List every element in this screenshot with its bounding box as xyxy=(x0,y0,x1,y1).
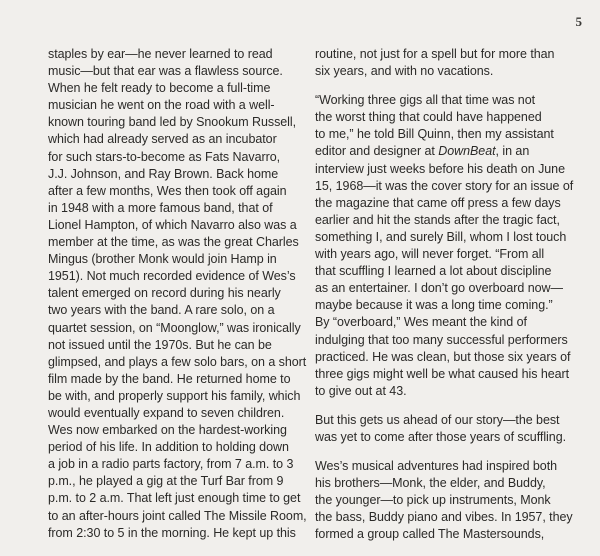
text-line: J.J. Johnson, and Ray Brown. Back home xyxy=(48,166,279,181)
text-line: two years with the band. A rare solo, on a xyxy=(48,303,275,318)
text-line: as an entertainer. I don’t go overboard now— xyxy=(315,281,563,296)
text-line: quartet session, on “Moonglow,” was ironically xyxy=(48,320,301,335)
text-fragment: editor and designer at xyxy=(315,144,439,159)
text-line: routine, not just for a spell but for more than xyxy=(315,47,555,61)
text-line: the worst thing that could have happened xyxy=(315,110,542,125)
text-line: p.m., he played a gig at the Turf Bar from 9 xyxy=(48,474,284,489)
text-line: period of his life. In addition to holding down xyxy=(48,440,289,455)
text-line: talent emerged on record during his nearly xyxy=(48,286,281,301)
text-line: that scuffling I learned a lot about discipline xyxy=(315,264,552,279)
paragraph-quote xyxy=(315,92,575,400)
text-line: after a few months, Wes then took off again xyxy=(48,183,287,198)
text-line: p.m. to 2 a.m. That left just enough time to get xyxy=(48,491,301,506)
text-line: from 2:30 to 5 in the morning. He kept up this xyxy=(48,525,296,540)
text-line: the magazine that came off press a few days xyxy=(315,195,561,210)
text-line: with years ago, will never forget. “From all xyxy=(315,247,545,262)
text-line: formed a group called The Mastersounds, xyxy=(315,527,545,542)
text-fragment: , in an xyxy=(495,144,530,159)
text-line: 1951). Not much recorded evidence of Wes’s xyxy=(48,269,296,284)
text-line: Lionel Hampton, of which Navarro also was a xyxy=(48,217,297,232)
text-line: 15, 1968—it was the cover story for an issue of xyxy=(315,178,574,193)
text-line: Mingus (brother Monk would join Hamp in xyxy=(48,252,277,267)
text-line: to an after-hours joint called The Missile Room, xyxy=(48,508,307,523)
text-line: staples by ear—he never learned to read xyxy=(48,47,273,61)
text-line: three gigs might well be what caused his heart xyxy=(315,366,570,381)
paragraph-routine xyxy=(315,46,575,80)
text-line: the younger—to pick up instruments, Monk xyxy=(315,493,551,508)
text-line: But this gets us ahead of our story—the best xyxy=(315,412,560,427)
text-line: When he felt ready to become a full-time xyxy=(48,81,271,96)
text-line: would eventually expand to seven children. xyxy=(48,405,285,420)
text-line: film made by the band. He returned home to xyxy=(48,371,291,386)
text-line: Wes now embarked on the hardest-working xyxy=(48,423,287,438)
text-line: musician he went on the road with a well- xyxy=(48,98,275,113)
text-line: in 1948 with a more famous band, that of xyxy=(48,200,273,215)
text-line: was yet to come after those years of scuffling. xyxy=(315,429,567,444)
text-line: to me,” he told Bill Quinn, then my assistant xyxy=(315,127,554,142)
right-column xyxy=(315,46,575,556)
text-line: to give out at 43. xyxy=(315,383,407,398)
text-line: his brothers—Monk, the elder, and Buddy, xyxy=(315,476,546,491)
text-line: a job in a radio parts factory, from 7 a.m. to 3 xyxy=(48,457,294,472)
left-paragraph xyxy=(48,46,310,542)
magazine-title: DownBeat xyxy=(438,144,496,159)
text-line: indulging that too many successful performers xyxy=(315,332,568,347)
text-line: which had already served as an incubator xyxy=(48,132,277,147)
text-line: earlier and hit the stands after the tragic fact, xyxy=(315,212,560,227)
text-line: interview just weeks before his death on June xyxy=(315,161,565,176)
paragraph-ahead xyxy=(315,412,575,446)
text-line: glimpsed, and plays a few solo bars, on a short xyxy=(48,354,307,369)
text-line: be with, and properly support his family, which xyxy=(48,388,301,403)
text-line: the bass, Buddy piano and vibes. In 1957, they xyxy=(315,510,573,525)
text-line: practiced. He was clean, but those six years of xyxy=(315,349,571,364)
text-line: Wes’s musical adventures had inspired both xyxy=(315,459,558,474)
text-line xyxy=(315,143,575,160)
left-column xyxy=(48,46,310,542)
paragraph-brothers xyxy=(315,458,575,543)
text-line: known touring band led by Snookum Russell, xyxy=(48,115,297,130)
page-number: 5 xyxy=(575,14,582,29)
text-line: six years, and with no vacations. xyxy=(315,64,494,79)
text-line: not issued until the 1970s. But he can be xyxy=(48,337,272,352)
text-line: maybe because it was a long time coming.” xyxy=(315,298,553,313)
text-line: for such stars-to-become as Fats Navarro, xyxy=(48,149,281,164)
text-line: By “overboard,” Wes meant the kind of xyxy=(315,315,527,330)
text-line: music—but that ear was a flawless source. xyxy=(48,64,283,79)
text-line: member at the time, as was the great Charles xyxy=(48,235,299,250)
text-line: “Working three gigs all that time was not xyxy=(315,93,536,108)
text-line: something I, and surely Bill, whom I lost touch xyxy=(315,229,567,244)
